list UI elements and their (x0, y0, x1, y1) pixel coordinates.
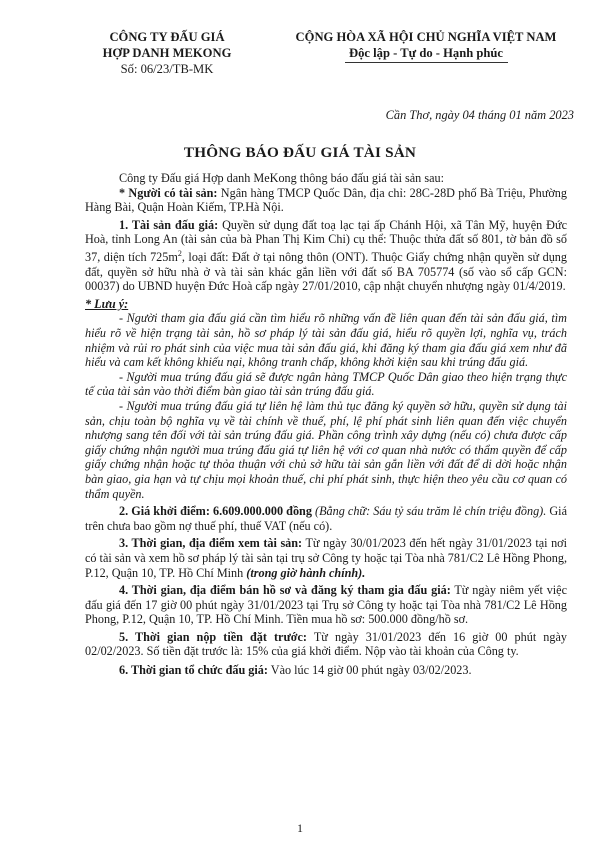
motto-underline (345, 62, 508, 63)
note-paragraph-1: - Người tham gia đấu giá cần tìm hiểu rõ những vấn đề liên quan đến tài sản đấu giá, tìm hiểu rõ về hiện trạng tài sản, hồ sơ pháp lý tài sản đấu giá, hiểu rõ quyền lợi, nghĩa vụ, trách nhiệm và rủi ro phát sinh của việc mua tài sản đấu giá, khi đăng ký tham gia đấu giá xem như đã hiểu và cam kết không khiếu nại, không tranh chấp, không khởi kiện sau khi trúng đấu giá. (85, 311, 567, 370)
asset-label: 1. Tài sản đấu giá: (119, 217, 219, 232)
note-heading (85, 297, 567, 312)
document-body (85, 171, 567, 678)
owner-label: * Người có tài sản: (119, 185, 218, 200)
document-date: Cần Thơ, ngày 04 tháng 01 năm 2023 (385, 108, 574, 122)
asset-paragraph (85, 218, 567, 294)
country-name: CỘNG HÒA XÃ HỘI CHỦ NGHĨA VIỆT NAM (295, 30, 557, 44)
intro-paragraph: Công ty Đấu giá Hợp danh MeKong thông báo đấu giá tài sản sau: (119, 171, 444, 185)
asset-text-b: , loại đất: Đất ở tại nông thôn (ONT). Thuộc Giấy chứng nhận quyền sử dụng đất, quyền sở hữu nhà ở và tài sản khác gắn liền với đất số BA 705774 (số vào sổ cấp GCN: 00037) do UBND huyện Đức Hoà cấp ngày 27/01/2010, cập nhật chuyển nhượng ngày 01/4/2019. (85, 250, 567, 294)
org-name-line1: CÔNG TY ĐẤU GIÁ (109, 30, 225, 44)
docs-paragraph (85, 583, 567, 627)
organization-header (72, 29, 262, 78)
asset-text-a: Quyền sử dụng đất toạ lạc tại ấp Chánh Hội, xã Tân Mỹ, huyện Đức Hoà, tỉnh Long An (tài sản của bà Phan Thị Kim Chi) cụ thể: Thuộc thửa đất số 801, tờ bản đồ số 37, diện tích 725m (85, 217, 567, 265)
docs-label: 4. Thời gian, địa điểm bán hồ sơ và đăng ký tham gia đấu giá: (119, 583, 451, 598)
auction-text: Vào lúc 14 giờ 00 phút ngày 03/02/2023. (267, 663, 472, 678)
auction-label: 6. Thời gian tổ chức đấu giá: (119, 663, 268, 678)
docs-text: Từ ngày niêm yết việc đấu giá đến 17 giờ 00 phút ngày 31/01/2023 tại Trụ sở Công ty hoặc tại Tòa nhà 781/C2 Lê Hồng Phong, P.12, Quận 10, TP. Hồ Chí Minh. Tiền mua hồ sơ: 500.000 đồng/hồ sơ. (85, 583, 567, 627)
owner-paragraph (85, 186, 567, 215)
document-number: Số: 06/23/TB-MK (120, 62, 214, 76)
viewing-text: Từ ngày 30/01/2023 đến hết ngày 31/01/2023 tại nơi có tài sản và xem hồ sơ pháp lý tài sản tại trụ sở Công ty hoặc tại Tòa nhà 781/C2 Lê Hồng Phong, P.12, Quận 10, TP. Hồ Chí Minh (85, 536, 567, 580)
price-paragraph (85, 504, 567, 533)
note-paragraph-3: - Người mua trúng đấu giá tự liên hệ làm thủ tục đăng ký quyền sở hữu, quyền sử dụng tài sản, chịu toàn bộ nghĩa vụ về tài chính về thuế, phí, lệ phí phát sinh liên quan đến việc chuyển nhượng sang tên đối với tài sản trúng đấu giá. Phần công trình xây dựng (nếu có) chưa được cấp giấy chứng nhận người mua trúng đấu giá tự liên hệ với cơ quan nhà nước có thẩm quyền để cấp giấy chứng nhận hoặc tự thỏa thuận với chủ sở hữu tài sản gắn liền với đất để di dời hoặc nhận bàn giao, gia hạn và tự chịu mọi khoản thuế, chi phí phát sinh, thực hiện theo yêu cầu cơ quan có thẩm quyền. (85, 398, 567, 501)
viewing-hours: (trong giờ hành chính). (243, 565, 366, 580)
viewing-paragraph (85, 536, 567, 580)
note-label: * Lưu ý: (85, 296, 129, 311)
national-motto: Độc lập - Tự do - Hạnh phúc (349, 46, 503, 60)
org-name-line2: HỢP DANH MEKONG (102, 46, 232, 60)
auction-paragraph (85, 663, 567, 678)
price-label: 2. Giá khởi điểm: 6.609.000.000 đồng (119, 504, 312, 519)
price-note: Giá trên chưa bao gồm nợ thuế phí, thuế VAT (nếu có). (85, 504, 567, 533)
owner-text: Ngân hàng TMCP Quốc Dân, địa chỉ: 28C-28D phố Bà Triệu, Phường Hàng Bài, Quận Hoàn Kiếm, TP.Hà Nội. (85, 185, 567, 215)
deposit-paragraph (85, 630, 567, 659)
viewing-label: 3. Thời gian, địa điểm xem tài sản: (119, 536, 303, 551)
deposit-label: 5. Thời gian nộp tiền đặt trước: (119, 629, 307, 644)
page-number: 1 (297, 821, 303, 835)
page-title: THÔNG BÁO ĐẤU GIÁ TÀI SẢN (183, 144, 417, 161)
national-header (276, 29, 576, 63)
note-paragraph-2: - Người mua trúng đấu giá sẽ được ngân hàng TMCP Quốc Dân giao theo hiện trạng thực tế của tài sản vào thời điểm bàn giao tài sản trúng đấu giá. (85, 369, 567, 399)
deposit-text: Từ ngày 31/01/2023 đến 16 giờ 00 phút ngày 02/02/2023. Số tiền đặt trước là: 15% của giá khởi điểm. Nộp vào tài khoản của Công ty. (85, 629, 567, 659)
price-words: (Bằng chữ: Sáu tỷ sáu trăm lẻ chín triệu đồng). (311, 504, 547, 519)
asset-area-superscript: 2 (177, 248, 182, 258)
